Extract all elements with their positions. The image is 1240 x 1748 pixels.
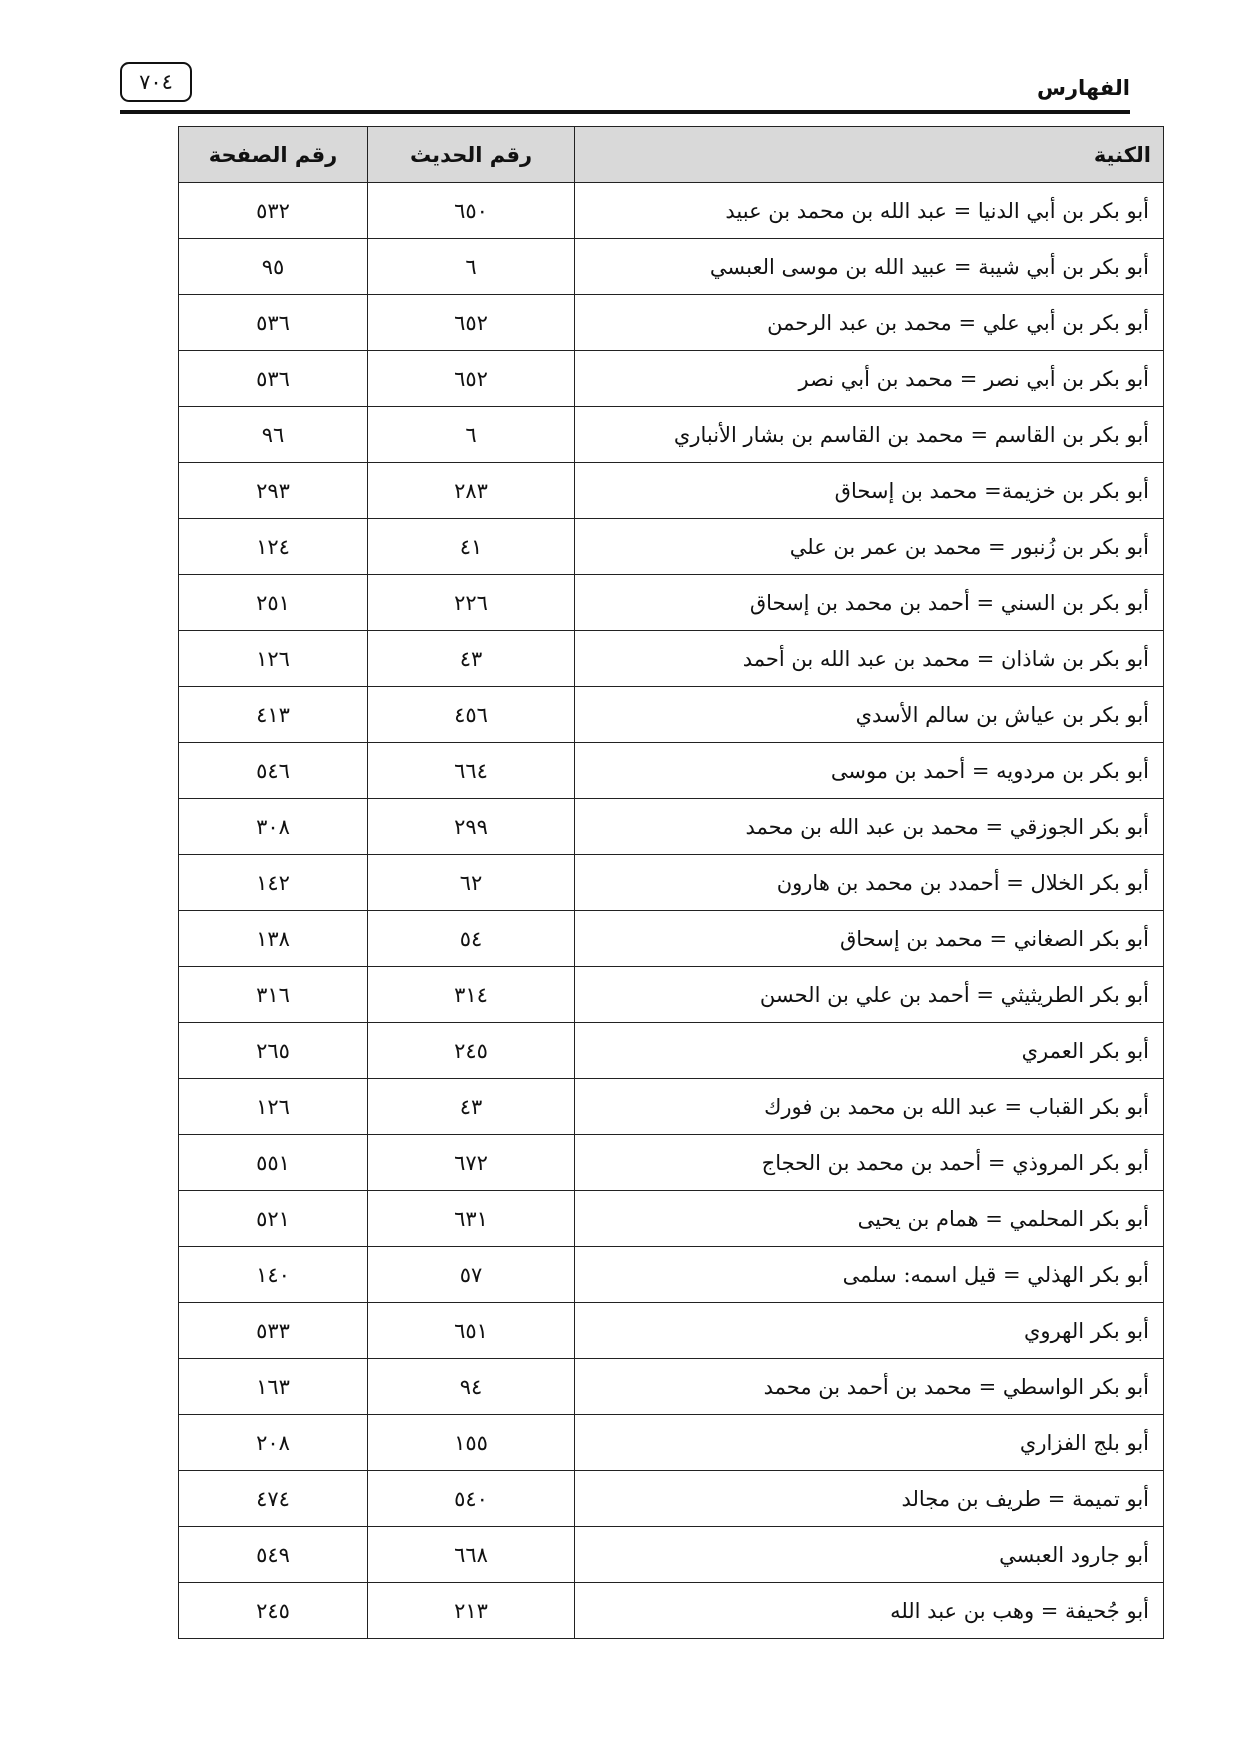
table-row [179, 1527, 1164, 1583]
hadith-number-cell: ٦٥٠ [368, 183, 575, 239]
hadith-number-cell: ٥٤٠ [368, 1471, 575, 1527]
kunya-cell: أبو بكر بن زُنبور = محمد بن عمر بن علي [575, 519, 1164, 575]
page-number-cell: ٩٦ [179, 407, 368, 463]
page-number-cell: ٢٩٣ [179, 463, 368, 519]
kunya-cell: أبو بكر الواسطي = محمد بن أحمد بن محمد [575, 1359, 1164, 1415]
table-row [179, 799, 1164, 855]
table-row [179, 911, 1164, 967]
page-number-cell: ٥٣٦ [179, 295, 368, 351]
kunya-index-table [178, 126, 1164, 1639]
hadith-number-cell: ٤٣ [368, 631, 575, 687]
kunya-cell: أبو بكر الصغاني = محمد بن إسحاق [575, 911, 1164, 967]
table-row [179, 1191, 1164, 1247]
table-row [179, 239, 1164, 295]
page-number-cell: ٢٥١ [179, 575, 368, 631]
hadith-number-cell: ٢١٣ [368, 1583, 575, 1639]
hadith-number-cell: ٢٨٣ [368, 463, 575, 519]
kunya-cell: أبو بكر بن عياش بن سالم الأسدي [575, 687, 1164, 743]
table-row [179, 407, 1164, 463]
kunya-cell: أبو بكر الخلال = أحمدد بن محمد بن هارون [575, 855, 1164, 911]
page-number-cell: ٤١٣ [179, 687, 368, 743]
section-title: الفهارس [1036, 76, 1130, 100]
kunya-cell: أبو بكر بن خزيمة= محمد بن إسحاق [575, 463, 1164, 519]
kunya-cell: أبو بكر بن أبي شيبة = عبيد الله بن موسى العبسي [575, 239, 1164, 295]
table-row [179, 575, 1164, 631]
hadith-number-cell: ٦٥٢ [368, 295, 575, 351]
page-number-cell: ٥٢١ [179, 1191, 368, 1247]
page-number-cell: ١٢٤ [179, 519, 368, 575]
page-number-cell: ١٣٨ [179, 911, 368, 967]
table-row [179, 1303, 1164, 1359]
page-number-cell: ٤٧٤ [179, 1471, 368, 1527]
page-number-cell: ٣١٦ [179, 967, 368, 1023]
table-row [179, 1583, 1164, 1639]
hadith-number-cell: ٤٣ [368, 1079, 575, 1135]
kunya-cell: أبو جارود العبسي [575, 1527, 1164, 1583]
table-row [179, 631, 1164, 687]
page-number-cell: ١٢٦ [179, 631, 368, 687]
table-row [179, 1471, 1164, 1527]
kunya-cell: أبو بلج الفزاري [575, 1415, 1164, 1471]
page-number-cell: ٩٥ [179, 239, 368, 295]
page-number-cell: ٣٠٨ [179, 799, 368, 855]
table-row [179, 295, 1164, 351]
hadith-number-cell: ٦٢ [368, 855, 575, 911]
kunya-cell: أبو بكر المروذي = أحمد بن محمد بن الحجاج [575, 1135, 1164, 1191]
hadith-number-cell: ٦ [368, 407, 575, 463]
kunya-cell: أبو بكر بن القاسم = محمد بن القاسم بن بشار الأنباري [575, 407, 1164, 463]
column-header-page-number: رقم الصفحة [179, 127, 368, 183]
table-row [179, 1135, 1164, 1191]
hadith-number-cell: ٥٤ [368, 911, 575, 967]
page-number-cell: ١٢٦ [179, 1079, 368, 1135]
kunya-cell: أبو بكر بن أبي علي = محمد بن عبد الرحمن [575, 295, 1164, 351]
page-number-cell: ١٤٠ [179, 1247, 368, 1303]
kunya-cell: أبو بكر الطريثيثي = أحمد بن علي بن الحسن [575, 967, 1164, 1023]
hadith-number-cell: ٦٧٢ [368, 1135, 575, 1191]
table-row [179, 687, 1164, 743]
hadith-number-cell: ٢٩٩ [368, 799, 575, 855]
table-row [179, 1415, 1164, 1471]
table-row [179, 1247, 1164, 1303]
kunya-cell: أبو بكر الجوزقي = محمد بن عبد الله بن محمد [575, 799, 1164, 855]
kunya-cell: أبو بكر بن مردويه = أحمد بن موسى [575, 743, 1164, 799]
table-row [179, 967, 1164, 1023]
page-number-cell: ٥٤٩ [179, 1527, 368, 1583]
table-row [179, 743, 1164, 799]
hadith-number-cell: ٦٦٨ [368, 1527, 575, 1583]
table-row [179, 855, 1164, 911]
table-row [179, 183, 1164, 239]
table-header [179, 127, 1164, 183]
page-number-cell: ٥٣٢ [179, 183, 368, 239]
hadith-number-cell: ٦٣١ [368, 1191, 575, 1247]
hadith-number-cell: ٦٦٤ [368, 743, 575, 799]
hadith-number-cell: ٢٤٥ [368, 1023, 575, 1079]
kunya-cell: أبو بكر المحلمي = همام بن يحيى [575, 1191, 1164, 1247]
hadith-number-cell: ٦٥٢ [368, 351, 575, 407]
page-number-cell: ١٤٢ [179, 855, 368, 911]
hadith-number-cell: ٤١ [368, 519, 575, 575]
table-row [179, 351, 1164, 407]
page-number-cell: ٥٥١ [179, 1135, 368, 1191]
table-header-row [179, 127, 1164, 183]
kunya-cell: أبو بكر الهروي [575, 1303, 1164, 1359]
table-body [179, 183, 1164, 1639]
table-row [179, 1079, 1164, 1135]
kunya-cell: أبو بكر العمري [575, 1023, 1164, 1079]
kunya-cell: أبو تميمة = طريف بن مجالد [575, 1471, 1164, 1527]
hadith-number-cell: ٣١٤ [368, 967, 575, 1023]
table-row [179, 1359, 1164, 1415]
page-number-cell: ٢٤٥ [179, 1583, 368, 1639]
kunya-cell: أبو بكر القباب = عبد الله بن محمد بن فورك [575, 1079, 1164, 1135]
hadith-number-cell: ٥٧ [368, 1247, 575, 1303]
page-number-badge: ٧٠٤ [120, 62, 192, 102]
page-number-cell: ١٦٣ [179, 1359, 368, 1415]
kunya-cell: أبو بكر الهذلي = قيل اسمه: سلمى [575, 1247, 1164, 1303]
page-number-cell: ٥٣٣ [179, 1303, 368, 1359]
page-number-cell: ٢٦٥ [179, 1023, 368, 1079]
kunya-cell: أبو بكر بن أبي الدنيا = عبد الله بن محمد بن عبيد [575, 183, 1164, 239]
table-row [179, 463, 1164, 519]
table-row [179, 1023, 1164, 1079]
kunya-cell: أبو جُحيفة = وهب بن عبد الله [575, 1583, 1164, 1639]
hadith-number-cell: ٦ [368, 239, 575, 295]
column-header-hadith-number: رقم الحديث [368, 127, 575, 183]
page-number-cell: ٥٣٦ [179, 351, 368, 407]
header-divider [120, 110, 1130, 114]
page-header [120, 58, 1130, 114]
hadith-number-cell: ٢٢٦ [368, 575, 575, 631]
kunya-cell: أبو بكر بن السني = أحمد بن محمد بن إسحاق [575, 575, 1164, 631]
hadith-number-cell: ١٥٥ [368, 1415, 575, 1471]
hadith-number-cell: ٩٤ [368, 1359, 575, 1415]
hadith-number-cell: ٦٥١ [368, 1303, 575, 1359]
column-header-kunya: الكنية [575, 127, 1164, 183]
page-number-cell: ٥٤٦ [179, 743, 368, 799]
page-number-cell: ٢٠٨ [179, 1415, 368, 1471]
hadith-number-cell: ٤٥٦ [368, 687, 575, 743]
kunya-cell: أبو بكر بن شاذان = محمد بن عبد الله بن أحمد [575, 631, 1164, 687]
kunya-cell: أبو بكر بن أبي نصر = محمد بن أبي نصر [575, 351, 1164, 407]
table-row [179, 519, 1164, 575]
